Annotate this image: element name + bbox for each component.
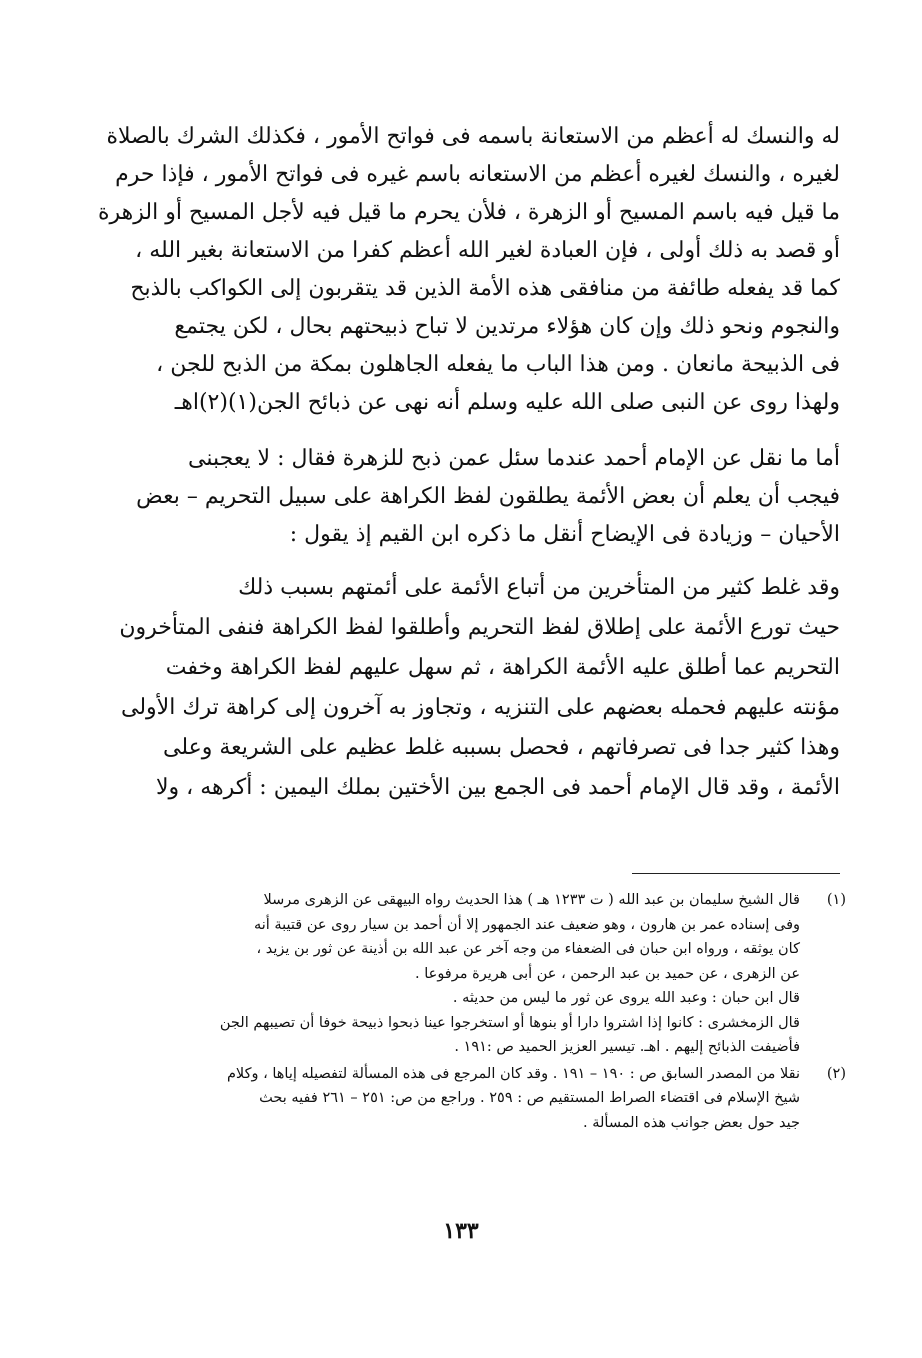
text-line: فيجب أن يعلم أن بعض الأئمة يطلقون لفظ الكراهة على سبيل التحريم – بعض [136, 484, 840, 509]
text-line: كما قد يفعله طائفة من منافقى هذه الأمة الذين قد يتقربون إلى الكواكب بالذبح [130, 276, 840, 301]
paragraph-2 [80, 440, 840, 554]
text-line: ولهذا روى عن النبى صلى الله عليه وسلم أنه نهى عن ذبائح الجن(١)(٢)اهـ [174, 390, 840, 415]
page-number: ١٣٣ [443, 1218, 479, 1244]
text-line: حيث تورع الأئمة على إطلاق لفظ التحريم وأطلقوا لفظ الكراهة فنفى المتأخرون [119, 615, 840, 640]
footnote-line: وفى إسناده عمر بن هارون ، وهو ضعيف عند الجمهور إلا أن أحمد بن سيار روى عن قتيبة أنه [253, 916, 800, 933]
paragraph-1 [80, 118, 840, 422]
text-line: الأحيان – وزيادة فى الإيضاح أنقل ما ذكره ابن القيم إذ يقول : [289, 522, 840, 547]
text-line: التحريم عما أطلق عليه الأئمة الكراهة ، ثم سهل عليهم لفظ الكراهة وخفت [165, 655, 840, 680]
text-line: لغيره ، والنسك لغيره أعظم من الاستعانه باسم غيره فى فواتح الأمور ، فإذا حرم [115, 162, 840, 187]
text-line: الأئمة ، وقد قال الإمام أحمد فى الجمع بين الأختين بملك اليمين : أكرهه ، ولا [155, 775, 840, 800]
text-line: ما قيل فيه باسم المسيح أو الزهرة ، فلأن يحرم ما قيل فيه لأجل المسيح أو الزهرة [97, 200, 840, 225]
footnote-number: (٢) [826, 1065, 846, 1082]
footnote-line: جيد حول بعض جوانب هذه المسألة . [583, 1114, 800, 1131]
footnote-divider [632, 873, 840, 874]
footnote-line: عن الزهرى ، عن حميد بن عبد الرحمن ، عن أبى هريرة مرفوعا . [415, 965, 800, 982]
footnote-number: (١) [826, 892, 846, 908]
paragraph-3-quote [80, 568, 840, 808]
footnote-1 [76, 888, 846, 1060]
footnote-line: قال الشيخ سليمان بن عبد الله ( ت ١٢٣٣ هـ ) هذا الحديث رواه البيهقى عن الزهرى مرسلا [263, 892, 800, 908]
main-text [80, 118, 840, 808]
text-line: أو قصد به ذلك أولى ، فإن العبادة لغير الله أعظم كفرا من الاستعانة بغير الله ، [135, 238, 840, 263]
text-line: له والنسك له أعظم من الاستعانة باسمه فى فواتح الأمور ، فكذلك الشرك بالصلاة [106, 124, 840, 149]
footnote-2 [76, 1062, 846, 1136]
footnote-line: قال ابن حبان : وعبد الله يروى عن ثور ما ليس من حديثه . [452, 990, 800, 1006]
footnotes [76, 888, 846, 1137]
footnote-line: قال الزمخشرى : كانوا إذا اشتروا دارا أو بنوها أو استخرجوا عينا ذبحوا ذبيحة خوفا أن تصيبهم الجن [219, 1014, 800, 1031]
footnote-line: نقلا من المصدر السابق ص : ١٩٠ – ١٩١ . وقد كان المرجع فى هذه المسألة لتفصيله إياها ، وكلام [226, 1065, 800, 1082]
footnote-line: شيخ الإسلام فى اقتضاء الصراط المستقيم ص : ٢٥٩ . وراجع من ص: ٢٥١ – ٢٦١ ففيه بحث [259, 1090, 800, 1106]
text-line: وهذا كثير جدا فى تصرفاتهم ، فحصل بسببه غلط عظيم على الشريعة وعلى [162, 735, 840, 760]
text-line: فى الذبيحة مانعان . ومن هذا الباب ما يفعله الجاهلون بمكة من الذبح للجن ، [156, 352, 840, 377]
footnote-line: فأضيفت الذبائح إليهم . اهـ. تيسير العزيز الحميد ص :١٩١ . [454, 1039, 800, 1055]
text-line: أما ما نقل عن الإمام أحمد عندما سئل عمن ذبح للزهرة فقال : لا يعجبنى [187, 446, 840, 471]
footnote-line: كان يوثقه ، ورواه ابن حبان فى الضعفاء من وجه آخر عن عبد الله بن أذينة عن ثور بن يزيد ، [256, 941, 800, 957]
text-line: مؤنته عليهم فحمله بعضهم على التنزيه ، وتجاوز به آخرون إلى كراهة ترك الأولى [121, 695, 840, 720]
text-line: والنجوم ونحو ذلك وإن كان هؤلاء مرتدين لا تباح ذبيحتهم بحال ، لكن يجتمع [174, 314, 840, 339]
text-line: وقد غلط كثير من المتأخرين من أتباع الأئمة على أئمتهم بسبب ذلك [238, 575, 840, 600]
